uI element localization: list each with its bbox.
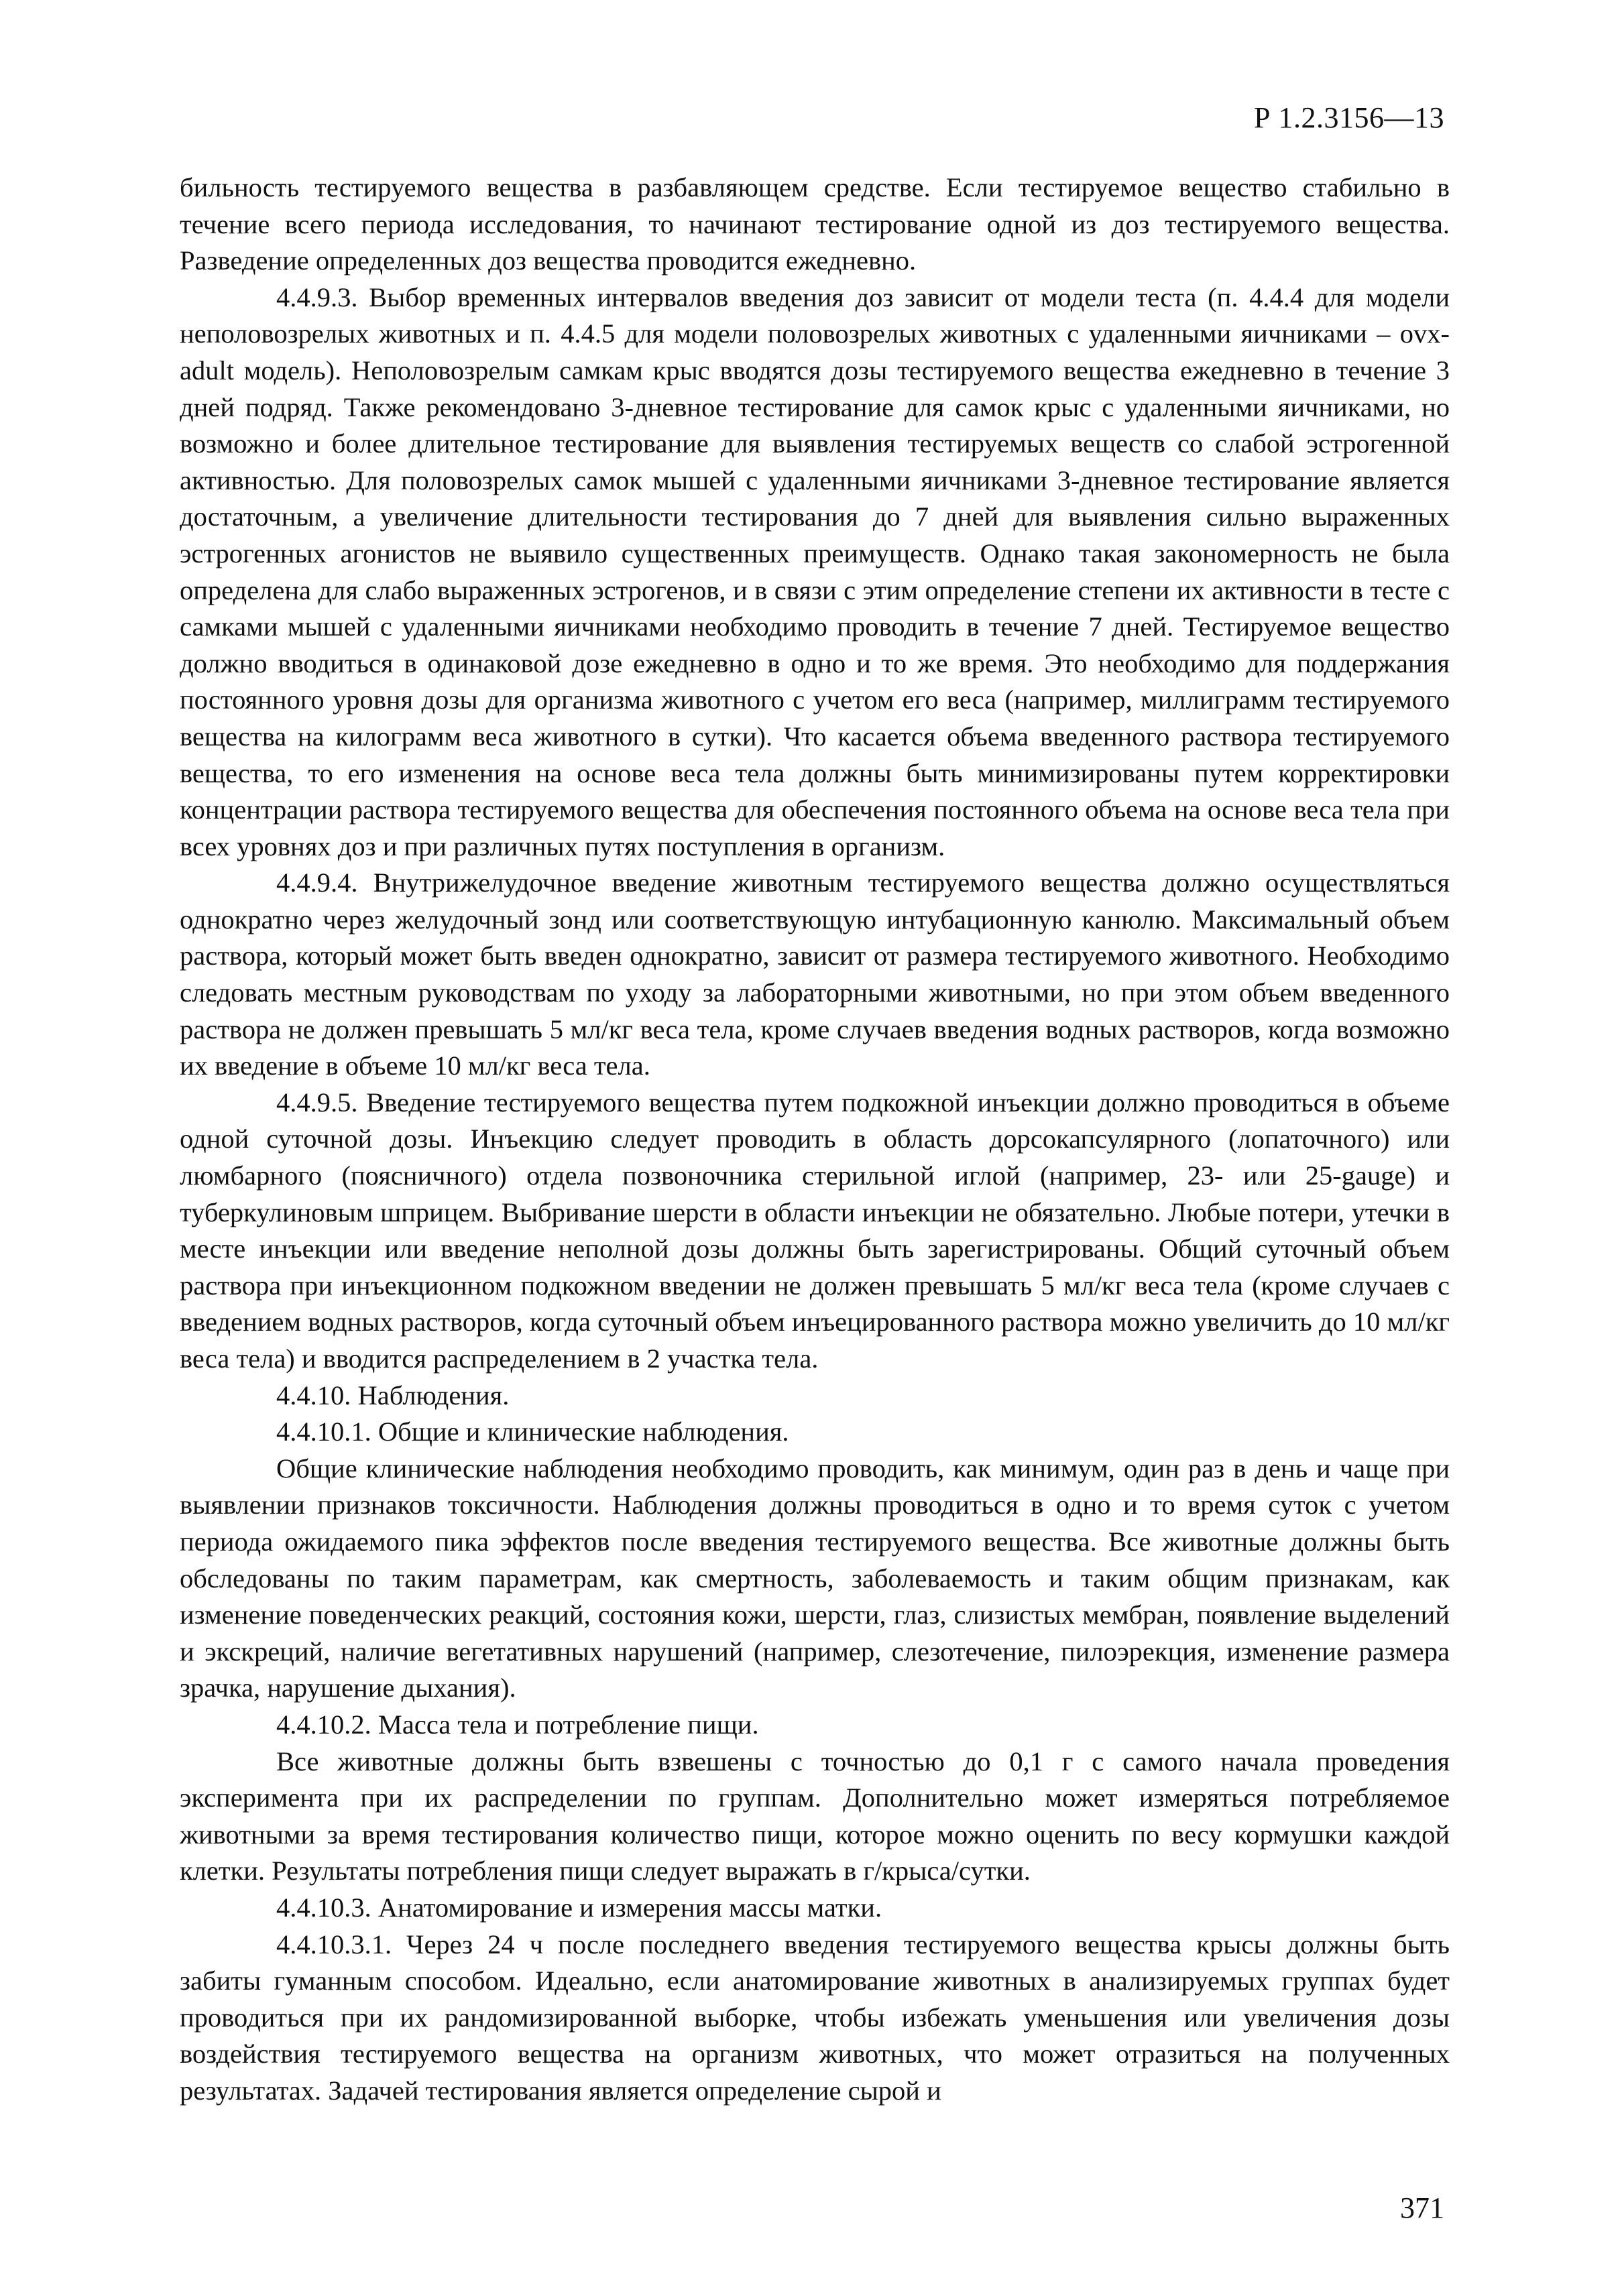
paragraph-4-4-9-3: 4.4.9.3. Выбор временных интервалов введения доз зависит от модели теста (п. 4.4.4 для модели неполовозрелых животных и п. 4.4.5 для модели половозрелых животных с удаленными яичниками – ovx-adult модель). Неполовозрелым самкам крыс вводятся дозы тестируемого вещества ежедневно в течение 3 дней подряд. Также рекомендовано 3-дневное тестирование для самок крыс с удаленными яичниками, но возможно и более длительное тестирование для выявления тестируемых веществ со слабой эстрогенной активностью. Для половозрелых самок мышей с удаленными яичниками 3-дневное тестирование является достаточным, а увеличение длительности тестирования до 7 дней для выявления сильно выраженных эстрогенных агонистов не выявило существенных преимуществ. Однако такая закономерность не была определена для слабо выраженных эстрогенов, и в связи с этим определение степени их активности в тесте с самками мышей с удаленными яичниками необходимо проводить в течение 7 дней. Тестируемое вещество должно вводиться в одинаковой дозе ежедневно в одно и то же время. Это необходимо для поддержания постоянного уровня дозы для организма животного с учетом его веса (например, миллиграмм тестируемого вещества на килограмм веса животного в сутки). Что касается объема введенного раствора тестируемого вещества, то его изменения на основе веса тела должны быть минимизированы путем корректировки концентрации раствора тестируемого вещества для обеспечения постоянного объема на основе веса тела при всех уровнях доз и при различных путях поступления в организм. — [180, 282, 1450, 861]
paragraph-4-4-9-4: 4.4.9.4. Внутрижелудочное введение животным тестируемого вещества должно осуществляться однократно через желудочный зонд или соответствующую интубационную канюлю. Максимальный объем раствора, который может быть введен однократно, зависит от размера тестируемого животного. Необходимо следовать местным руководствам по уходу за лабораторными животными, но при этом объем введенного раствора не должен превышать 5 мл/кг веса тела, кроме случаев введения водных растворов, когда возможно их введение в объеме 10 мл/кг веса тела. — [180, 867, 1450, 1081]
page-number: 371 — [1400, 2191, 1444, 2224]
paragraph-clinical-observations: Общие клинические наблюдения необходимо проводить, как минимум, один раз в день и чаще при выявлении признаков токсичности. Наблюдения должны проводиться в одно и то время суток с учетом периода ожидаемого пика эффектов после введения тестируемого вещества. Все животные должны быть обследованы по таким параметрам, как смертность, заболеваемость и таким общим признакам, как изменение поведенческих реакций, состояния кожи, шерсти, глаз, слизистых мембран, появление выделений и экскреций, наличие вегетативных нарушений (например, слезотечение, пилоэрекция, изменение размера зрачка, нарушение дыхания). — [180, 1453, 1450, 1703]
paragraph-body-weight: Все животные должны быть взвешены с точностью до 0,1 г с самого начала проведения эксперимента при их распределении по группам. Дополнительно может измеряться потребляемое животными за время тестирования количество пищи, которое можно оценить по весу кормушки каждой клетки. Результаты потребления пищи следует выражать в г/крыса/сутки. — [180, 1746, 1450, 1886]
section-heading-4-4-10-2: 4.4.10.2. Масса тела и потребление пищи. — [276, 1709, 759, 1740]
section-heading-4-4-10: 4.4.10. Наблюдения. — [276, 1380, 510, 1410]
paragraph-4-4-9-5: 4.4.9.5. Введение тестируемого вещества путем подкожной инъекции должно проводиться в объеме одной суточной дозы. Инъекцию следует проводить в область дорсокапсулярного (лопаточного) или люмбарного (поясничного) отдела позвоночника стерильной иглой (например, 23- или 25-gauge) и туберкулиновым шприцем. Выбривание шерсти в области инъекции не обязательно. Любые потери, утечки в месте инъекции или введение неполной дозы должны быть зарегистрированы. Общий суточный объем раствора при инъекционном подкожном введении не должен превышать 5 мл/кг веса тела (кроме случаев с введением водных растворов, когда суточный объем инъецированного раствора можно увеличить до 10 мл/кг веса тела) и вводится распределением в 2 участка тела. — [180, 1087, 1450, 1374]
section-heading-4-4-10-3: 4.4.10.3. Анатомирование и измерения массы матки. — [276, 1892, 882, 1923]
document-code-header: Р 1.2.3156—13 — [1254, 101, 1444, 134]
paragraph-4-4-10-3-1: 4.4.10.3.1. Через 24 ч после последнего введения тестируемого вещества крысы должны быть забиты гуманным способом. Идеально, если анатомирование животных в анализируемых группах будет проводиться при их рандомизированной выборке, чтобы избежать уменьшения или увеличения дозы воздействия тестируемого вещества на организм животных, что может отразиться на полученных результатах. Задачей тестирования является определение сырой и — [180, 1929, 1450, 2106]
body-text — [180, 170, 1450, 2109]
section-heading-4-4-10-1: 4.4.10.1. Общие и клинические наблюдения. — [276, 1416, 789, 1447]
paragraph-continuation: бильность тестируемого вещества в разбавляющем средстве. Если тестируемое вещество стабильно в течение всего периода исследования, то начинают тестирование одной из доз тестируемого вещества. Разведение определенных доз вещества проводится ежедневно. — [180, 172, 1450, 276]
